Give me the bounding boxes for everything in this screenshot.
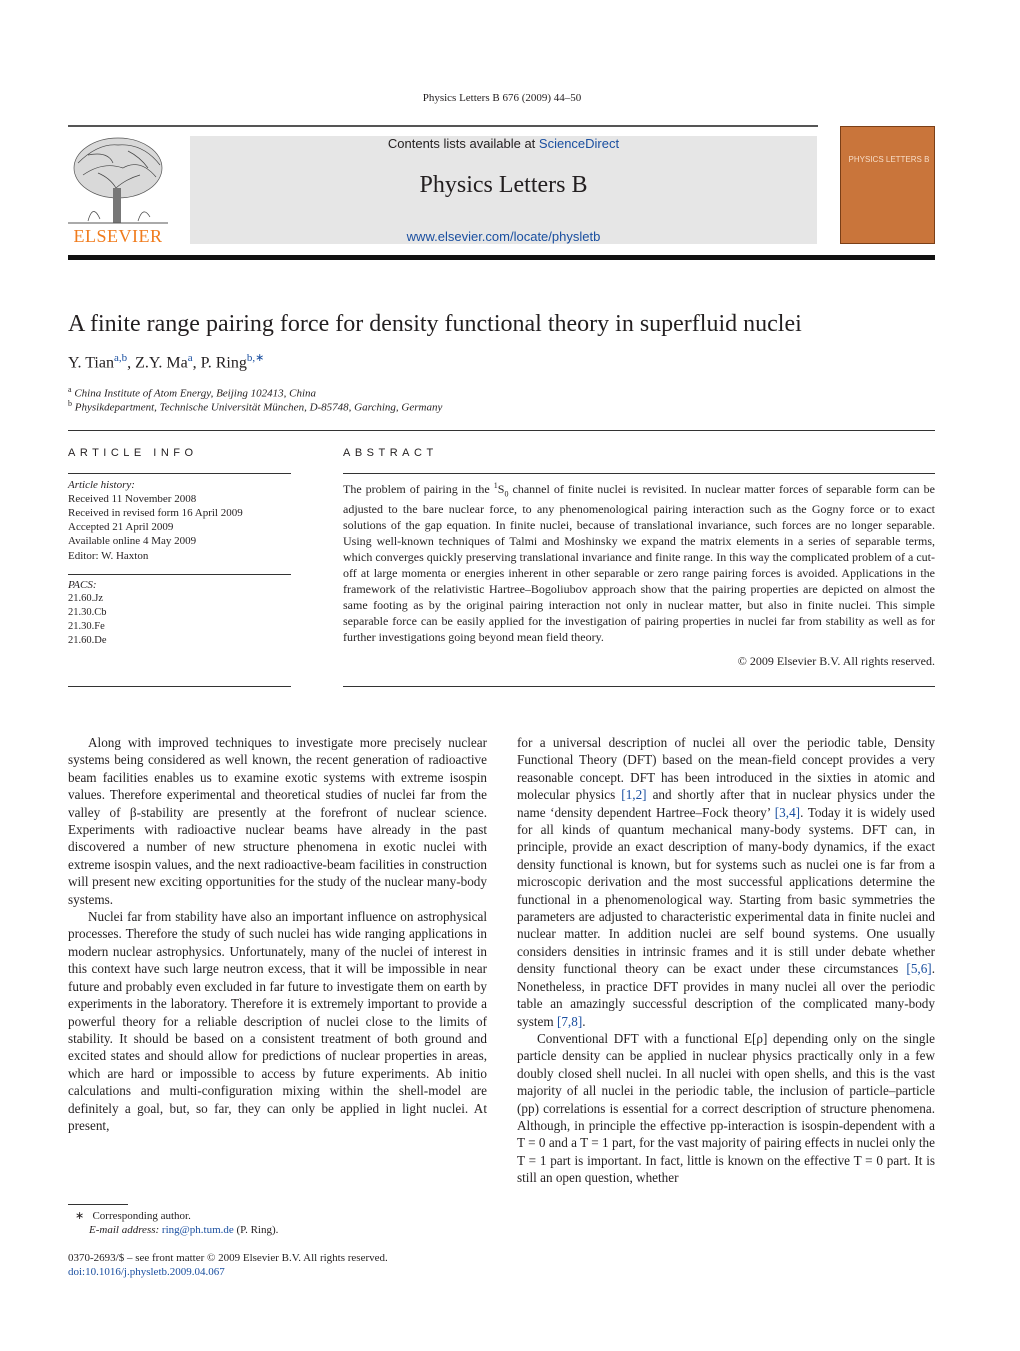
pacs-code: 21.60.Jz [68, 593, 103, 604]
abstract-text [343, 478, 935, 645]
history-item: Received in revised form 16 April 2009 [68, 507, 243, 519]
affiliation-text: China Institute of Atom Energy, Beijing 102413, China [74, 387, 316, 400]
author-affiliation-mark[interactable]: a [187, 352, 193, 364]
author-affiliation-mark[interactable]: b,∗ [246, 352, 265, 364]
paragraph-text: . Today it is widely used for all kinds of quantum mechanical many-body systems. DFT can, in principle, provide an exact description of many-body dynamics, if the exact density functional is known, but for systems such as nuclei one is far from a microscopic derivation and the most successful applications determine the functional in a phenomenological way. Starting from basic symmetries the parameters are adjusted to characteristic experimental data in finite nuclei and nuclear matter. In addition nuclei are self bound systems. One usually considers densities in intrinsic frames and it is still under debate whether density functional theory can be exact under these circumstances [517, 804, 936, 977]
paragraph-text: . [582, 1013, 586, 1029]
state-superscript: 1 [493, 481, 498, 490]
pacs-code: 21.30.Cb [68, 607, 107, 618]
body-column-left [68, 734, 487, 1134]
history-item: Available online 4 May 2009 [68, 535, 197, 547]
citation-link[interactable]: [5,6] [906, 961, 932, 977]
history-item: Received 11 November 2008 [68, 493, 197, 505]
pacs-code: 21.30.Fe [68, 621, 105, 632]
email-label: E-mail address: [89, 1224, 162, 1236]
footnote-star: ∗ [75, 1210, 85, 1222]
affiliation-mark: a [68, 385, 72, 394]
abstract-copyright: © 2009 Elsevier B.V. All rights reserved. [737, 654, 935, 668]
author-affiliation-mark[interactable]: a,b [113, 352, 128, 364]
pacs-code: 21.60.De [68, 635, 107, 646]
history-item: Accepted 21 April 2009 [68, 521, 174, 533]
contents-prefix: Contents lists available at [387, 136, 539, 151]
journal-cover-thumbnail [840, 126, 935, 244]
header-divider [68, 430, 935, 431]
history-label: Article history: [68, 479, 135, 491]
article-info-rule [68, 473, 291, 474]
cover-title: PHYSICS LETTERS B [848, 155, 930, 164]
issn-line: 0370-2693/$ – see front matter © 2009 Elsevier B.V. All rights reserved. [68, 1252, 388, 1264]
article-info-rule [68, 686, 291, 687]
body-column-right [517, 734, 935, 1187]
footnote-rule [68, 1204, 128, 1205]
journal-name: Physics Letters B [419, 172, 588, 198]
contents-availability-line [190, 136, 817, 151]
body-paragraph [517, 734, 935, 1030]
paragraph-text: for a universal description of nuclei all over the periodic table, Density Functional Theory (DFT) based on the mean-field concept provides a very reasonable concept. DFT has been introduced in the sixties in atomic and molecular physics [517, 735, 935, 803]
email-note [89, 1224, 278, 1236]
sciencedirect-link[interactable]: ScienceDirect [538, 136, 620, 151]
author-name: Z.Y. Ma [135, 354, 188, 372]
abstract-heading: ABSTRACT [343, 447, 438, 459]
corresponding-label: Corresponding author. [92, 1210, 191, 1222]
author-name: P. Ring [200, 354, 247, 372]
affiliation-mark: b [68, 399, 72, 408]
paragraph-text: and shortly after that in nuclear physics under the name ‘density dependent Hartree–Fock theory’ [517, 787, 935, 820]
author-name: Y. Tian [68, 354, 114, 372]
body-paragraph: Along with improved techniques to investigate more precisely nuclear systems being considered as well known, the recent generation of radioactive beam facilities enables us to examine exotic systems with extreme isospin values. Therefore experimental and theoretical studies of nuclei far from the valley of β-stability are presently at the forefront of nuclear science. Experiments with radioactive nuclear beams have already in the past discovered a number of new structure phenomena in exotic nuclei with extreme isospin values, and the next radioactive-beam facilities in construction will present new exciting opportunities for the study of the nuclear many-body systems. [68, 735, 487, 907]
author-list: Y. Tian$^{a,b}$, Z.Y. Ma$^a$, P. Ring$^{b,∗}$ [68, 352, 265, 372]
masthead-bottom-rule [68, 255, 935, 260]
email-link[interactable]: ring@ph.tum.de [161, 1224, 234, 1236]
journal-url-link[interactable]: www.elsevier.com/locate/physletb [406, 229, 601, 244]
state-symbol: S [497, 482, 505, 496]
paragraph-text: . Nonetheless, in practice DFT provides in many nuclei all over the periodic table an amazingly successful description of the complicated many-body system [517, 961, 935, 1029]
abstract-rule [343, 686, 935, 687]
abstract-lead: The problem of pairing in the [343, 482, 494, 496]
pacs-label: PACS: [68, 579, 97, 591]
article-info-heading: ARTICLE INFO [68, 447, 198, 459]
doi-link[interactable]: doi:10.1016/j.physletb.2009.04.067 [68, 1266, 225, 1278]
elsevier-wordmark: ELSEVIER [73, 226, 163, 246]
body-paragraph: Nuclei far from stability have also an important influence on astrophysical processes. Therefore the study of such nuclei has wide ranging applications in modern nuclear astrophysics. Unfortunately, many of the nuclei of interest in this context have such large neutron excess, that it will be impossible in near future and probably even excluded in far future to investigate them on earth by experiments in the laboratory. Therefore it is extremely important to provide a powerful theory for a reliable description of nuclei close to the limits of stability. It should be based on a consistent treatment of both ground and excited states and should allow for predictions of nuclear properties in areas, which are hard or impossible to access by future experiments. Ab initio calculations and multi-configuration mixing within the shell-model are definitely a goal, but, so far, they can only be applied in light nuclei. At present, [68, 909, 487, 1133]
history-item: Editor: W. Haxton [68, 550, 149, 562]
journal-reference: Physics Letters B 676 (2009) 44–50 [422, 92, 582, 104]
corresponding-author-note [75, 1209, 191, 1222]
article-info-rule [68, 574, 291, 575]
article-title: A finite range pairing force for density functional theory in superfluid nuclei [68, 311, 802, 337]
citation-link[interactable]: [3,4] [774, 804, 801, 820]
abstract-rule [343, 473, 935, 474]
citation-link[interactable]: [1,2] [621, 787, 647, 803]
affiliation [68, 399, 442, 414]
body-paragraph: Conventional DFT with a functional E[ρ] depending only on the single particle density can be applied in nuclear physics practically only in a few doubly closed shell nuclei. In all nuclei with open shells, and this is the vast majority of all nuclei in the periodic table, the inclusion of particle–particle (pp) correlations is essential for a correct description of structure phenomena. Although, in principle the effective pp-interaction is isospin-dependent with a T = 0 and a T = 1 part, for the vast majority of pairing effects in nuclei only the T = 1 part is important. In fact, little is known on the effective T = 0 part. It is still an open question, whether [517, 1030, 935, 1186]
masthead-top-rule [68, 125, 818, 127]
email-suffix: (P. Ring). [233, 1224, 279, 1236]
abstract-body: channel of finite nuclei is revisited. In nuclear matter forces of separable form can be adjusted to the bare nuclear force, to any phenomenological pairing interaction such as the Gogny force or to exact solutions of the gap equation. In finite nuclei, because of translational invariance, such forces are no longer separable. Using well-known techniques of Talmi and Moshinsky we expand the matrix elements in a series of separable terms, which converges quickly preserving translational invariance and finite range. In this way the complicated problem of a cut-off at large momenta or energies inherent in other separable or zero range pairing forces is avoided. Applications in the framework of the relativistic Hartree–Bogoliubov approach show that the pairing properties are depicted on almost the same footing as by the original pairing interaction not only in nuclear matter, but also in finite nuclei. This simple separable force can be easily applied for the investigation of pairing properties in nuclei far from stability as well as for further investigations going beyond mean field theory. [343, 482, 935, 644]
affiliation [68, 385, 316, 400]
citation-link[interactable]: [7,8] [556, 1013, 583, 1029]
state-subscript: 0 [504, 489, 509, 499]
affiliation-text: Physikdepartment, Technische Universität München, D-85748, Garching, Germany [74, 401, 443, 414]
